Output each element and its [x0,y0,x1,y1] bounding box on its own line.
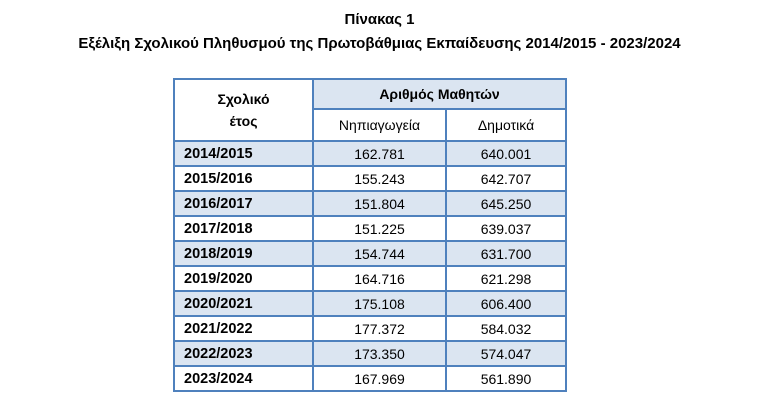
primary-cell: 561.890 [446,366,566,391]
students-group-header: Αριθμός Μαθητών [313,79,566,109]
primary-cell: 645.250 [446,191,566,216]
table-row [174,291,566,316]
table-row [174,166,566,191]
kindergarten-cell: 155.243 [313,166,446,191]
year-cell: 2021/2022 [174,316,313,341]
table-title: Πίνακας 1 [344,11,415,28]
year-cell: 2019/2020 [174,266,313,291]
table-subtitle: Εξέλιξη Σχολικού Πληθυσμού της Πρωτοβάθμιας Εκπαίδευσης 2014/2015 - 2023/2024 [78,35,681,52]
table-row [174,266,566,291]
year-header [174,79,313,141]
table-row [174,341,566,366]
year-cell: 2014/2015 [174,141,313,166]
year-cell: 2023/2024 [174,366,313,391]
kindergarten-cell: 173.350 [313,341,446,366]
kindergarten-cell: 177.372 [313,316,446,341]
kindergarten-header: Νηπιαγωγεία [313,109,446,141]
table-row [174,241,566,266]
primary-cell: 640.001 [446,141,566,166]
kindergarten-cell: 167.969 [313,366,446,391]
table-row [174,191,566,216]
year-header-line1: Σχολικό [217,91,270,107]
kindergarten-cell: 151.225 [313,216,446,241]
primary-header: Δημοτικά [446,109,566,141]
year-cell: 2022/2023 [174,341,313,366]
year-cell: 2017/2018 [174,216,313,241]
kindergarten-cell: 162.781 [313,141,446,166]
primary-cell: 606.400 [446,291,566,316]
year-cell: 2016/2017 [174,191,313,216]
table-row [174,366,566,391]
table-row [174,216,566,241]
primary-cell: 631.700 [446,241,566,266]
kindergarten-cell: 164.716 [313,266,446,291]
primary-cell: 642.707 [446,166,566,191]
primary-cell: 639.037 [446,216,566,241]
year-cell: 2018/2019 [174,241,313,266]
year-cell: 2020/2021 [174,291,313,316]
primary-cell: 584.032 [446,316,566,341]
year-header-line2: έτος [229,113,258,129]
table-row [174,141,566,166]
table-row [174,316,566,341]
primary-cell: 621.298 [446,266,566,291]
year-cell: 2015/2016 [174,166,313,191]
students-table [173,78,567,392]
kindergarten-cell: 175.108 [313,291,446,316]
primary-cell: 574.047 [446,341,566,366]
kindergarten-cell: 154.744 [313,241,446,266]
kindergarten-cell: 151.804 [313,191,446,216]
